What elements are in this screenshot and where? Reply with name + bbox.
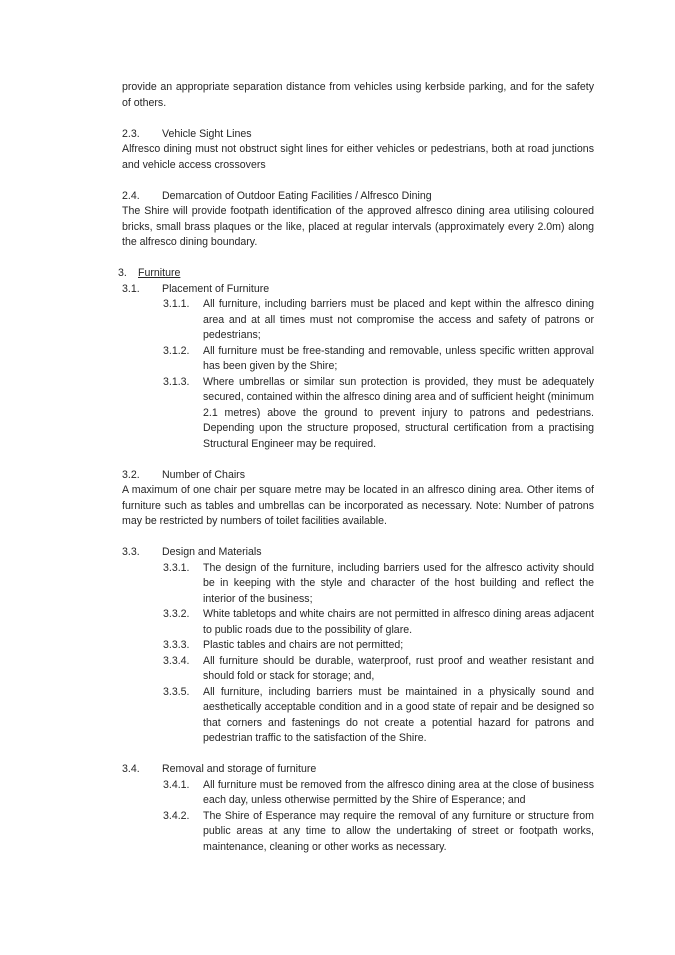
section-title: Vehicle Sight Lines [162, 127, 252, 140]
item-number: 3.3.2. [163, 608, 190, 620]
list-item [122, 654, 594, 685]
section-body: A maximum of one chair per square metre may be located in an alfresco dining area. Other items of furniture such as tables and umbrellas can be incorporated as necessary. Note: Number of patrons may be restricted by numbers of toilet facilities available. [122, 484, 594, 527]
section-body: Alfresco dining must not obstruct sight lines for either vehicles or pedestrians, both at road junctions and vehicle access crossovers [122, 143, 594, 171]
intro-paragraph: provide an appropriate separation distance from vehicles using kerbside parking, and for the safety of others. [122, 81, 594, 109]
section-number: 2.4. [122, 189, 140, 202]
section-heading-3-2 [122, 468, 594, 484]
section-title: Placement of Furniture [162, 282, 270, 295]
list-item [122, 778, 594, 809]
item-text: Plastic tables and chairs are not permitted; [203, 639, 404, 651]
item-number: 3.3.5. [163, 685, 190, 698]
list-item [122, 638, 594, 654]
section-number: 3. [118, 267, 127, 279]
item-number: 3.1.2. [163, 344, 190, 357]
item-text: All furniture must be removed from the alfresco dining area at the close of business each day, unless otherwise permitted by the Shire of Esperance; and [203, 778, 594, 806]
item-text: The design of the furniture, including barriers used for the alfresco activity should be in keeping with the style and character of the host building and reflect the interior of the business; [203, 561, 594, 605]
list-item [122, 344, 594, 375]
item-number: 3.1.1. [163, 298, 190, 310]
item-text: Where umbrellas or similar sun protection is provided, they must be adequately secured, contained within the alfresco dining area and of sufficient height (minimum 2.1 metres) above the ground to prevent injury to patrons and pedestrians. Depending upon the structure proposed, structural certification from a practising Structural Engineer may be required. [203, 375, 594, 450]
section-number: 3.2. [122, 468, 140, 481]
list-item [122, 607, 594, 638]
list-item [122, 809, 594, 856]
item-text: All furniture should be durable, waterproof, rust proof and weather resistant and should fold or stack for storage; and, [203, 654, 594, 682]
section-number: 3.3. [122, 546, 140, 558]
item-text: White tabletops and white chairs are not permitted in alfresco dining areas adjacent to public roads due to the possibility of glare. [203, 608, 594, 636]
section-heading-3-4 [122, 762, 594, 778]
section-heading-2-4 [122, 189, 594, 205]
section-heading-3-1 [122, 282, 594, 298]
list-item [122, 297, 594, 344]
item-text: All furniture must be free-standing and removable, unless specific written approval has been given by the Shire; [203, 344, 594, 372]
section-title: Furniture [138, 267, 181, 279]
item-number: 3.3.1. [163, 561, 190, 574]
item-number: 3.3.4. [163, 654, 190, 667]
section-number: 3.4. [122, 763, 140, 775]
item-text: All furniture, including barriers must be maintained in a physically sound and aesthetically acceptable condition and in a good state of repair and be designed so that corners and fastenings do not create a potential hazard for patrons and pedestrian traffic to the satisfaction of the Shire. [203, 685, 594, 744]
section-heading-3 [118, 266, 594, 282]
section-title: Demarcation of Outdoor Eating Facilities / Alfresco Dining [162, 189, 432, 202]
section-heading-3-3 [122, 545, 594, 561]
item-number: 3.3.3. [163, 639, 190, 651]
item-number: 3.1.3. [163, 375, 190, 388]
list-item [122, 561, 594, 608]
list-item [122, 685, 594, 747]
item-number: 3.4.1. [163, 778, 190, 791]
section-body: The Shire will provide footpath identification of the approved alfresco dining area utilising coloured bricks, small brass plaques or the like, placed at regular intervals (approximately every 2.0m) along the alfresco dining boundary. [122, 205, 594, 248]
list-item [122, 375, 594, 453]
section-title: Number of Chairs [162, 468, 246, 481]
item-text: The Shire of Esperance may require the removal of any furniture or structure from public areas at any time to allow the undertaking of street or footpath works, maintenance, cleaning or other works as necessary. [203, 809, 594, 853]
item-text: All furniture, including barriers must be placed and kept within the alfresco dining area and at all times must not compromise the access and safety of patrons or pedestrians; [203, 298, 594, 341]
section-heading-2-3 [122, 127, 594, 143]
document-page [118, 80, 594, 855]
section-title: Removal and storage of furniture [162, 763, 317, 775]
item-number: 3.4.2. [163, 809, 190, 822]
section-title: Design and Materials [162, 546, 262, 558]
section-number: 2.3. [122, 127, 140, 140]
section-number: 3.1. [122, 282, 140, 295]
